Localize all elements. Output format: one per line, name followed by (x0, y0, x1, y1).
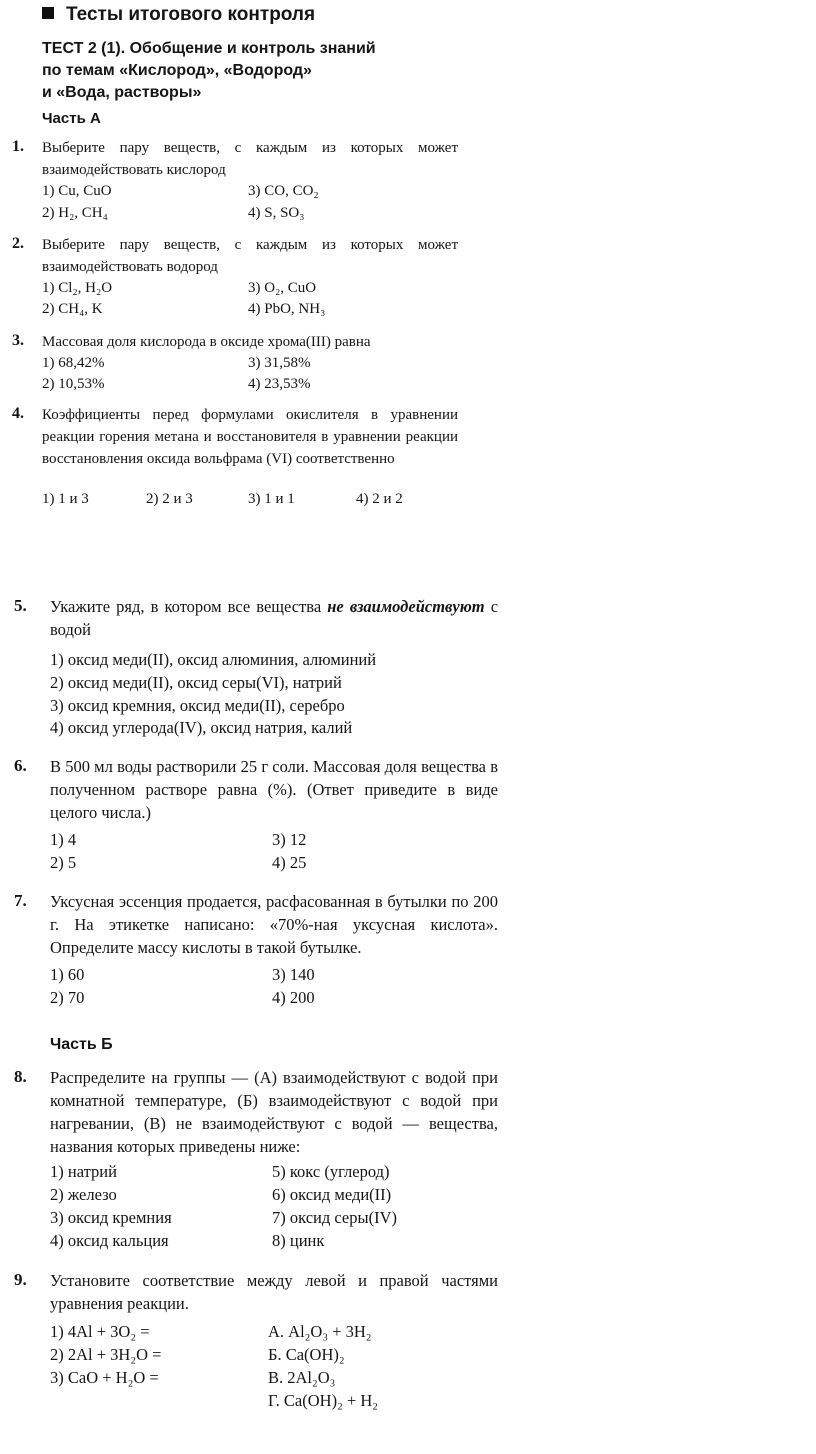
option: 3) 1 и 1 (248, 491, 295, 507)
question-number: 8. (14, 1067, 27, 1086)
emphasis-text: не взаимодействуют (327, 597, 485, 616)
option: 4) 23,53% (248, 376, 311, 392)
left-part: 3) CaO + H₂O = (50, 1368, 159, 1387)
option: 5) кокс (углерод) (272, 1162, 390, 1181)
part-a-title: Часть А (42, 110, 101, 127)
option: 4) оксид углерода(IV), оксид натрия, калий (50, 718, 353, 737)
option: 3) 12 (272, 830, 307, 849)
left-part: 2) 2Al + 3H₂O = (50, 1345, 162, 1364)
square-bullet-icon (42, 7, 54, 19)
option: 4) 2 и 2 (356, 491, 403, 507)
section-title: Тесты итогового контроля (42, 4, 315, 26)
option: 3) оксид кремния, оксид меди(II), серебро (50, 696, 345, 715)
question-text: Установите соответствие между левой и правой частями уравнения реакции. (50, 1271, 498, 1313)
option: 4) PbO, NH₃ (248, 301, 326, 317)
question-number: 3. (12, 332, 24, 349)
option: 2) 10,53% (42, 376, 105, 392)
option: 1) оксид меди(II), оксид алюминия, алюминий (50, 650, 377, 669)
test-title-line1: ТЕСТ 2 (1). Обобщение и контроль знаний (42, 40, 376, 57)
question-text: Уксусная эссенция продается, расфасованная в бутылки по 200 г. На этикетке написано: «70%-ная уксусная кислота». Определите массу кислоты в такой бутылке. (50, 892, 498, 957)
option: 3) оксид кремния (50, 1208, 172, 1227)
question-text: Выберите пару веществ, с каждым из которых может взаимодействовать водород (42, 237, 458, 275)
question-text: Распределите на группы — (А) взаимодействуют с водой при комнатной температуре, (Б) взаимодействуют с водой при нагревании, (В) не взаимодействуют с водой — вещества, названия которых приведены ниже: (50, 1068, 498, 1156)
option: 3) 140 (272, 965, 315, 984)
right-part: Г. Ca(OH)₂ + H₂ (268, 1391, 379, 1410)
option: 1) Cl₂, H₂O (42, 280, 113, 296)
option: 4) 200 (272, 988, 315, 1007)
question-number: 1. (12, 138, 24, 155)
option: 2) 2 и 3 (146, 491, 193, 507)
option: 2) 70 (50, 988, 85, 1007)
option: 6) оксид меди(II) (272, 1185, 392, 1204)
question-number: 9. (14, 1270, 27, 1289)
option: 3) O₂, CuO (248, 280, 317, 296)
option: 1) 4 (50, 830, 77, 849)
part-b-title: Часть Б (50, 1036, 113, 1053)
right-part: Б. Ca(OH)₂ (268, 1345, 345, 1364)
option: 7) оксид серы(IV) (272, 1208, 397, 1227)
option: 4) 25 (272, 853, 307, 872)
right-part: В. 2Al₂O₃ (268, 1368, 336, 1387)
option: 2) железо (50, 1185, 117, 1204)
option: 3) CO, CO₂ (248, 183, 319, 199)
question-number: 2. (12, 235, 24, 252)
question-text: Массовая доля кислорода в оксиде хрома(III) равна (42, 334, 371, 350)
option: 1) 68,42% (42, 355, 105, 371)
option: 2) оксид меди(II), оксид серы(VI), натрий (50, 673, 342, 692)
option: 2) CH₄, K (42, 301, 103, 317)
right-part: А. Al₂O₃ + 3H₂ (268, 1322, 372, 1341)
option: 4) S, SO₃ (248, 205, 305, 221)
question-text: Выберите пару веществ, с каждым из которых может взаимодействовать кислород (42, 140, 458, 178)
option: 1) Cu, CuO (42, 183, 112, 199)
option: 2) H₂, CH₄ (42, 205, 108, 221)
test-title-line3: и «Вода, растворы» (42, 84, 202, 101)
option: 1) 1 и 3 (42, 491, 89, 507)
option: 2) 5 (50, 853, 77, 872)
option: 1) натрий (50, 1162, 117, 1181)
question-text: Коэффициенты перед формулами окислителя в уравнении реакции горения метана и восстановителя в уравнении реакции восстановления оксида вольфрама (VI) соответственно (42, 407, 458, 467)
question-number: 6. (14, 756, 27, 775)
option: 1) 60 (50, 965, 85, 984)
option: 4) оксид кальция (50, 1231, 169, 1250)
question-number: 5. (14, 596, 27, 615)
option: 3) 31,58% (248, 355, 311, 371)
option: 8) цинк (272, 1231, 325, 1250)
question-text: Укажите ряд, в котором все вещества не взаимодействуют с водой (50, 597, 499, 639)
question-number: 4. (12, 405, 24, 422)
question-text: В 500 мл воды растворили 25 г соли. Массовая доля вещества в полученном растворе равна (%). (Ответ приведите в виде целого числа.) (50, 757, 498, 822)
test-title-line2: по темам «Кислород», «Водород» (42, 62, 312, 79)
left-part: 1) 4Al + 3O₂ = (50, 1322, 150, 1341)
question-number: 7. (14, 891, 27, 910)
